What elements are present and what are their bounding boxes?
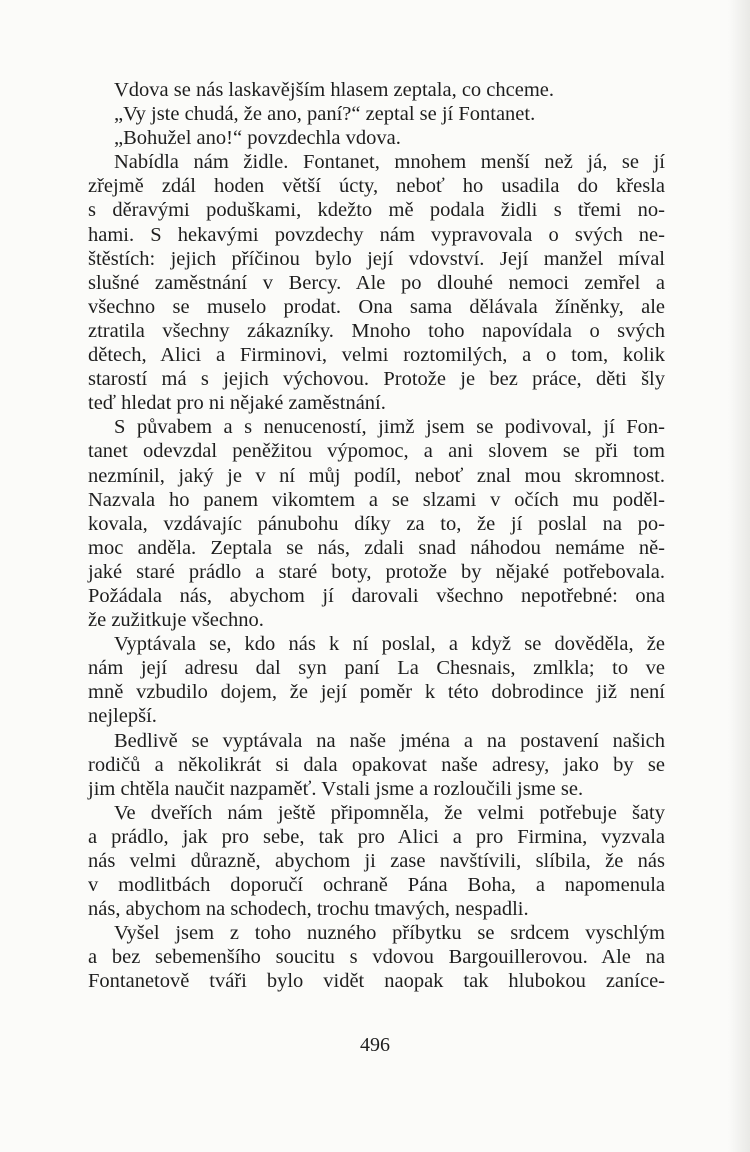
text-line: Vyptávala se, kdo nás k ní poslal, a když se dověděla, že [114, 633, 665, 656]
text-line: nám její adresu dal syn paní La Chesnais, zmlkla; to ve [88, 657, 665, 680]
text-line: Požádala nás, abychom jí darovali všechno nepotřebné: ona [88, 584, 665, 607]
paragraph [88, 632, 665, 728]
page-number: 496 [360, 1034, 390, 1056]
text-line: Ve dveřích nám ještě připomněla, že velmi potřebuje šaty [114, 801, 665, 824]
text-line: teď hledat pro ni nějaké zaměstnání. [88, 392, 386, 415]
text-line: slušné zaměstnání v Bercy. Ale po dlouhé nemoci zemřel a [88, 271, 665, 294]
text-line: Vyšel jsem z toho nuzného příbytku se srdcem vyschlým [114, 922, 665, 945]
text-line: všechno se muselo prodat. Ona sama dělávala žíněnky, ale [88, 295, 665, 318]
text-line: rodičů a několikrát si dala opakovat naše adresy, jako by se [88, 753, 665, 776]
text-line: s děravými poduškami, kdežto mě podala židli s třemi no- [88, 199, 665, 222]
text-line: jaké staré prádlo a staré boty, protože by nějaké potřebovala. [88, 560, 665, 583]
paragraph [88, 729, 665, 801]
paragraph [88, 126, 665, 150]
paragraph [88, 801, 665, 921]
text-line: starostí má s jejich výchovou. Protože je bez práce, děti šly [88, 368, 665, 391]
text-line: „Bohužel ano!“ povzdechla vdova. [114, 127, 401, 150]
text-line: tanet odevzdal peněžitou výpomoc, a ani slovem se při tom [88, 440, 665, 463]
text-line: Nazvala ho panem vikomtem a se slzami v očích mu poděl- [88, 488, 665, 511]
text-line: ztratila všechny zákazníky. Mnoho toho napovídala o svých [88, 319, 665, 342]
text-line: nás, abychom na schodech, trochu tmavých, nespadli. [88, 898, 529, 921]
paragraph [88, 78, 665, 102]
text-line: a bez sebemenšího soucitu s vdovou Bargouillerovou. Ale na [88, 946, 665, 969]
text-line: hami. S hekavými povzdechy nám vypravovala o svých ne- [88, 223, 665, 246]
paragraph [88, 150, 665, 415]
page-edge-shadow [728, 0, 750, 1152]
text-line: S půvabem a s nenuceností, jimž jsem se podivoval, jí Fon- [114, 416, 665, 439]
text-line: a prádlo, jak pro sebe, tak pro Alici a pro Firmina, vyzvala [88, 825, 665, 848]
body-text [88, 78, 665, 994]
text-line: Fontanetově tváři bylo vidět naopak tak hlubokou zaníce- [88, 970, 665, 993]
text-line: štěstích: jejich příčinou bylo její vdovství. Její manžel míval [88, 247, 665, 270]
text-line: „Vy jste chudá, že ano, paní?“ zeptal se jí Fontanet. [114, 103, 536, 126]
text-line: dětech, Alici a Firminovi, velmi roztomilých, a o tom, kolik [88, 344, 665, 367]
text-line: nezmínil, jaký je v ní můj podíl, neboť znal mou skromnost. [88, 464, 665, 487]
text-line: Nabídla nám židle. Fontanet, mnohem menší než já, se jí [114, 151, 665, 174]
text-line: moc anděla. Zeptala se nás, zdali snad náhodou nemáme ně- [88, 536, 665, 559]
text-line: Vdova se nás laskavějším hlasem zeptala, co chceme. [114, 79, 555, 101]
text-line: mně vzbudilo dojem, že její poměr k této dobrodince již není [88, 681, 665, 704]
paragraph [88, 921, 665, 993]
text-line: jim chtěla naučit nazpaměť. Vstali jsme a rozloučili jsme se. [88, 777, 584, 800]
text-line: nejlepší. [88, 705, 157, 728]
paragraph [88, 415, 665, 632]
text-line: zřejmě zdál hoden větší úcty, neboť ho usadila do křesla [88, 175, 665, 198]
paragraph [88, 102, 665, 126]
text-line: nás velmi důrazně, abychom ji zase navštívili, slíbila, že nás [88, 850, 665, 872]
text-line: kovala, vzdávajíc pánubohu díky za to, že jí poslal na po- [88, 512, 665, 535]
text-line: že zužitkuje všechno. [88, 609, 264, 632]
text-line: Bedlivě se vyptávala na naše jména a na postavení našich [114, 729, 665, 752]
text-line: v modlitbách doporučí ochraně Pána Boha, a napomenula [88, 874, 665, 897]
